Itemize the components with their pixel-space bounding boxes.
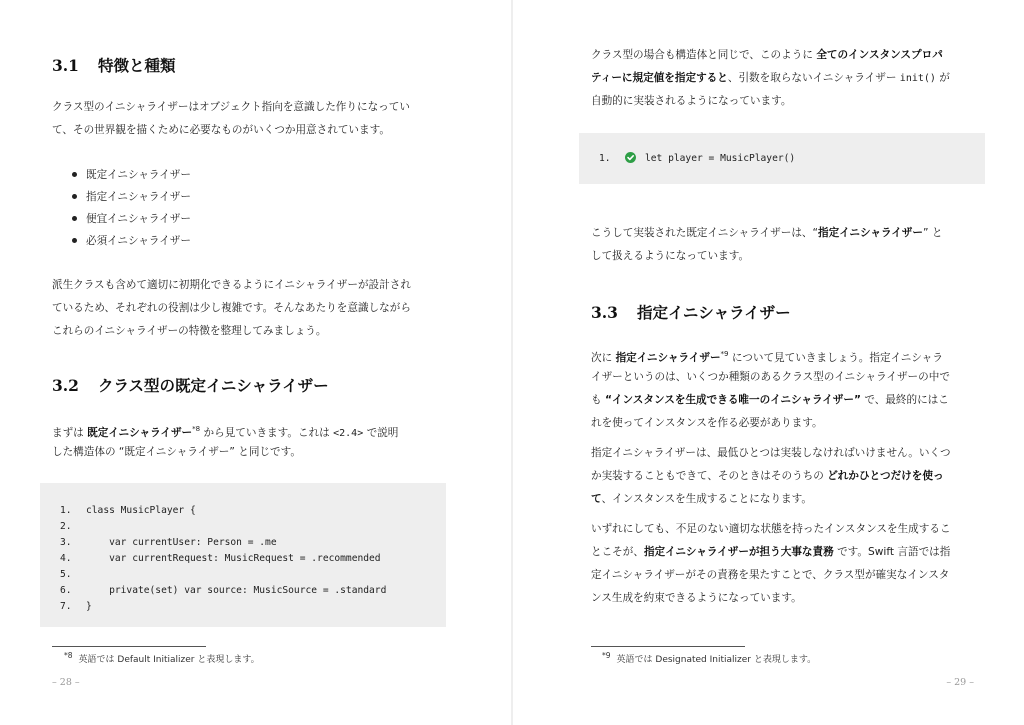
paragraph-line (591, 44, 950, 67)
bold-term: 指定イニシャライザー (818, 227, 923, 239)
section-3-1-intro (52, 96, 410, 142)
footnote-mark: *8 (64, 651, 73, 660)
code-text: var currentRequest: MusicRequest = .recommended (86, 553, 381, 564)
footnote-text: 英語では Designated Initializer と表現します。 (616, 655, 817, 665)
bullet-icon (72, 216, 77, 221)
section-3-3-heading (591, 301, 791, 323)
code-line (599, 151, 795, 167)
bold-term: 指定イニシャライザー (615, 352, 721, 364)
bold-term: どれかひとつだけを使っ (827, 470, 944, 482)
paragraph-line: した構造体の “既定イニシャライザー” と同じです。 (52, 446, 301, 458)
code-line (60, 503, 196, 519)
inline-code: <2.4> (333, 428, 364, 439)
code-line (60, 519, 86, 535)
code-text: private(set) var source: MusicSource = .standard (86, 585, 387, 596)
paragraph-line (591, 488, 951, 511)
footnote (602, 651, 816, 665)
text-run: クラス型の場合も構造体と同じで、このように (591, 49, 817, 61)
paragraph-line: 派生クラスも含めて適切に初期化できるようにイニシャライザーが設計され (52, 279, 411, 291)
text-run: 、引数を取らないイニシャライザー (727, 72, 900, 84)
text-run: 次に (591, 352, 616, 364)
paragraph-line (52, 418, 398, 441)
section-title: クラス型の既定イニシャライザー (98, 376, 329, 395)
text-run: から見ていきます。これは (200, 427, 334, 439)
text-run: で説明 (363, 427, 399, 439)
text-run: とこそが、 (591, 546, 644, 558)
list-item-label: 必須イニシャライザー (86, 235, 191, 247)
line-number: 1. (60, 505, 72, 516)
footnote-mark: *9 (602, 651, 611, 660)
paragraph-line: 定イニシャライザーがその責務を果たすことで、クラス型が確実なインスタ (591, 569, 950, 581)
line-number: 3. (60, 537, 72, 548)
code-line (60, 535, 277, 551)
paragraph-line: ンス生成を約束できるようになっています。 (591, 592, 802, 604)
paragraph-line: れを使ってインスタンスを作る必要があります。 (591, 417, 823, 429)
section-number: 3.1 (52, 56, 79, 75)
list-item (72, 208, 191, 230)
paragraph-line: 指定イニシャライザーは、最低ひとつは実装しなければいけません。いくつ (591, 447, 951, 459)
section-3-3-paragraph-1 (591, 343, 950, 435)
section-number: 3.3 (591, 303, 618, 322)
code-line (60, 599, 92, 615)
paragraph-line: クラス型のイニシャライザーはオブジェクト指向を意識した作りになってい (52, 101, 410, 113)
paragraph-line: いずれにしても、不足のない適切な状態を持ったインスタンスを生成するこ (591, 523, 951, 535)
section-title: 指定イニシャライザー (637, 303, 791, 322)
bullet-icon (72, 238, 77, 243)
footnote (64, 651, 260, 665)
footnote-divider (52, 646, 206, 647)
footnote-text: 英語では Default Initializer と表現します。 (78, 655, 260, 665)
list-item-label: 既定イニシャライザー (86, 169, 191, 181)
footnote-ref[interactable]: *9 (720, 350, 729, 358)
paragraph-line: ているため、それぞれの役割は少し複雑です。そんなあたりを意識しながら (52, 302, 411, 314)
paragraph-line (591, 389, 950, 412)
code-text: } (86, 601, 92, 612)
check-circle-icon (625, 152, 636, 163)
code-block (40, 483, 446, 627)
list-item (72, 186, 191, 208)
list-item-label: 便宜イニシャライザー (86, 213, 191, 225)
text-run: が (935, 72, 950, 84)
paragraph-line (591, 541, 951, 564)
bold-term: 指定イニシャライザーが担う大事な責務 (643, 546, 834, 558)
paragraph-line: て、その世界観を描くために必要なものがいくつか用意されています。 (52, 124, 390, 136)
bold-term: ティーに規定値を指定すると (591, 72, 728, 84)
code-text: var currentUser: Person = .me (86, 537, 277, 548)
section-3-2-paragraph (52, 418, 398, 464)
line-number: 5. (60, 569, 72, 580)
page-number: – 29 – (946, 677, 974, 688)
initializer-types-list (72, 164, 191, 252)
text-run: まずは (52, 427, 88, 439)
bullet-icon (72, 172, 77, 177)
page-number: – 28 – (52, 677, 80, 688)
line-number: 7. (60, 601, 72, 612)
section-3-1-body (52, 274, 411, 343)
section-title: 特徴と種類 (98, 56, 176, 75)
section-3-2-heading (52, 374, 329, 396)
text-run: 、インスタンスを生成することになります。 (601, 493, 812, 505)
bold-term: 既定イニシャライザー (87, 427, 193, 439)
text-run: か実装することもできて、そのときはそのうちの (591, 470, 828, 482)
intro-paragraph (591, 44, 950, 113)
bold-term: “インスタンスを生成できる唯一のイニシャライザー” (604, 394, 861, 406)
text-run: ” と (923, 227, 943, 239)
paragraph-line (591, 343, 950, 366)
text-run: こうして実装された既定イニシャライザーは、“ (591, 227, 819, 239)
bold-term: 全てのインスタンスプロパ (816, 49, 943, 61)
code-line (60, 583, 386, 599)
bold-term: て (591, 493, 602, 505)
code-line (60, 551, 381, 567)
bullet-icon (72, 194, 77, 199)
section-3-3-paragraph-3 (591, 518, 951, 610)
code-block (579, 133, 985, 184)
paragraph-line (591, 67, 950, 90)
paragraph-line (591, 465, 951, 488)
line-number: 6. (60, 585, 72, 596)
right-page (513, 0, 1024, 725)
text-run: について見ていきましょう。指定イニシャラ (728, 352, 943, 364)
line-number: 2. (60, 521, 72, 532)
list-item-label: 指定イニシャライザー (86, 191, 191, 203)
paragraph-line: 自動的に実装されるようになっています。 (591, 95, 792, 107)
footnote-ref[interactable]: *8 (192, 425, 201, 433)
code-text: let player = MusicPlayer() (645, 153, 796, 164)
after-code-paragraph (591, 222, 942, 268)
text-run: も (591, 394, 605, 406)
code-line (60, 567, 86, 583)
paragraph-line: イザーというのは、いくつか種類のあるクラス型のイニシャライザーの中で (591, 371, 950, 383)
list-item (72, 230, 191, 252)
footnote-divider (591, 646, 745, 647)
paragraph-line (591, 222, 942, 245)
text-run: で、最終的にはこ (860, 394, 949, 406)
line-number: 4. (60, 553, 72, 564)
section-3-3-paragraph-2 (591, 442, 951, 511)
section-3-1-heading (52, 54, 176, 76)
section-number: 3.2 (52, 376, 79, 395)
inline-code: init() (899, 73, 936, 84)
line-number: 1. (599, 153, 611, 164)
paragraph-line: して扱えるようになっています。 (591, 250, 750, 262)
left-page (0, 0, 511, 725)
list-item (72, 164, 191, 186)
code-text: class MusicPlayer { (86, 505, 196, 516)
paragraph-line: これらのイニシャライザーの特徴を整理してみましょう。 (52, 325, 327, 337)
text-run: です。Swift 言語では指 (833, 546, 951, 558)
